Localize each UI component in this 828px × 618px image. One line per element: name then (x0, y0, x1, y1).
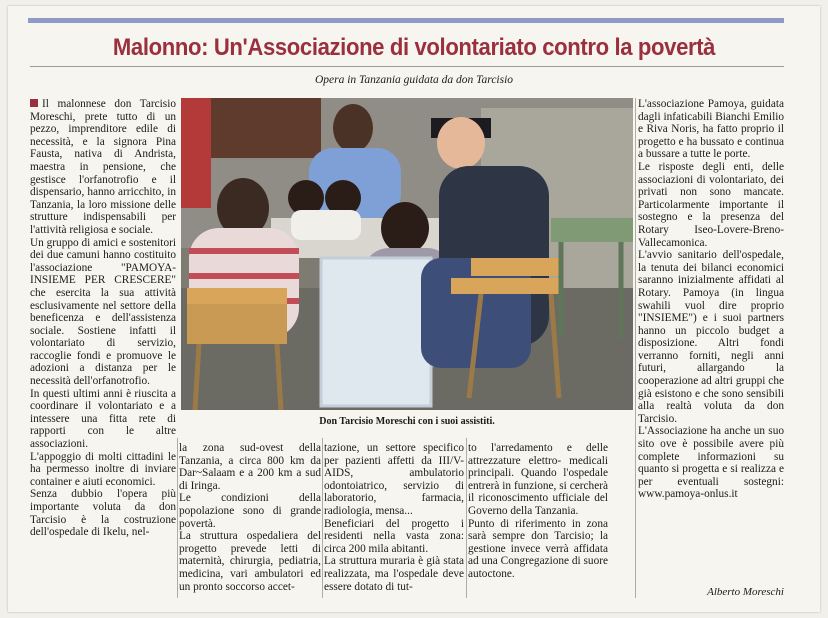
paragraph: L'avvio sanitario dell'ospedale, la tenuta dei bilanci economici saranno inizialmente affidati al Rotary. Pamoya (in lingua swahili vuol dire proprio "INSIEME") e i suoi partners hanno un piccolo budget a disposizione. Altri fondi verranno forniti, negli anni futuri, allargando la cooperazione ad altri gruppi che già esistono e che sono sensibili alla realtà voluta da don Tarcisio. (638, 249, 784, 425)
column-divider (177, 438, 178, 598)
paragraph: Beneficiari del progetto i residenti nella vasta zona: circa 200 mila abitanti. (324, 517, 464, 555)
paragraph: Il malonnese don Tarcisio Moreschi, prete tutto di un pezzo, imprenditore edile di necessità, e la signora Pina Fausta, nativa di Andrista, maestra in pensione, che gestisce l'orfanotrofio e il dispensario, hanno arricchito, in Tanzania, la loro missione delle strutture indispensabili per l'attività religiosa e sociale. (30, 98, 176, 236)
subheadline: Opera in Tanzania guidata da don Tarcisio (314, 74, 514, 86)
paragraph: to l'arredamento e delle attrezzature elettro- medicali principali. Quando l'ospedale entrerà in funzione, si cercherà il riconoscimento ufficiale del Governo della Tanzania. (468, 442, 608, 517)
column-3 (324, 442, 464, 593)
bullet-square-icon (30, 99, 38, 107)
column-divider (466, 438, 467, 598)
column-2 (179, 442, 321, 593)
column-divider (635, 98, 636, 598)
paragraph: In questi ultimi anni è riuscita a coordinare il volontariato e a intessere una fitta rete di rapporti con le altre associazioni. (30, 387, 176, 451)
column-divider (322, 438, 323, 598)
column-1 (30, 98, 176, 539)
top-color-rule (28, 18, 784, 23)
paragraph: Le condizioni della popolazione sono di grande povertà. (179, 492, 321, 530)
paragraph: L'associazione Pamoya, guidata dagli infaticabili Bianchi Emilio e Riva Noris, ha fatto proprio il progetto e ha bussato e continua a bussare a tutte le porte. (638, 98, 784, 161)
headline: Malonno: Un'Associazione di volontariato contro la povertà (112, 34, 716, 61)
paragraph: L'appoggio di molti cittadini le ha permesso inoltre di inviare container e aiuti economici. (30, 450, 176, 488)
paragraph: L'Associazione ha anche un suo sito ove è possibile avere più complete informazioni su quanto si progetta e si realizza e per eventuali sostegni: www.pamoya-onlus.it (638, 425, 784, 501)
photo-illustration (181, 98, 633, 410)
paragraph: tazione, un settore specifico per pazienti affetti da III/V-AIDS, ambulatorio odontoiatrico, servizio di laboratorio, farmacia, radiologia, mensa... (324, 442, 464, 517)
paragraph: la zona sud-ovest della Tanzania, a circa 800 km da Dar~Salaam e a 200 km a sud di Iringa. (179, 442, 321, 492)
paragraph: La struttura muraria è già stata realizzata, ma l'ospedale deve essere dotato di tut- (324, 555, 464, 593)
headline-rule (30, 66, 784, 67)
paragraph: La struttura ospedaliera del progetto prevede letti di maternità, chirurgia, pediatria, medicina, vari ambulatori ed un pronto soccorso accet- (179, 530, 321, 593)
paragraph: Le risposte degli enti, delle associazioni di volontariato, dei privati non sono mancate. Particolarmente importante il sostegno e la presenza del Rotary Iseo-Lovere-Breno-Vallecamonica. (638, 160, 784, 249)
photo-caption: Don Tarcisio Moreschi con i suoi assistiti. (319, 416, 495, 427)
paragraph: Un gruppo di amici e sostenitori dei due camuni hanno costituito l'associazione "PAMOYA-INSIEME PER CRESCERE" che esercita la sua attività esclusivamente nel settore della beneficenza e dell'assistenza sociale. Sostiene infatti il volontariato di servizio, raccoglie fondi e promuove le adozioni a distanza per le necessità dell'orfanotrofio. (30, 236, 176, 388)
byline: Alberto Moreschi (707, 586, 784, 598)
newspaper-page (8, 6, 820, 612)
paragraph: Senza dubbio l'opera più importante voluta da don Tarcisio è la costruzione dell'ospedale di Ikelu, nel- (30, 488, 176, 539)
article-photo (181, 98, 633, 410)
column-4 (468, 442, 608, 581)
paragraph: Punto di riferimento in zona sarà sempre don Tarcisio; la gestione invece verrà affidata ad una Congregazione di suore autoctone. (468, 517, 608, 580)
column-5 (638, 98, 784, 501)
